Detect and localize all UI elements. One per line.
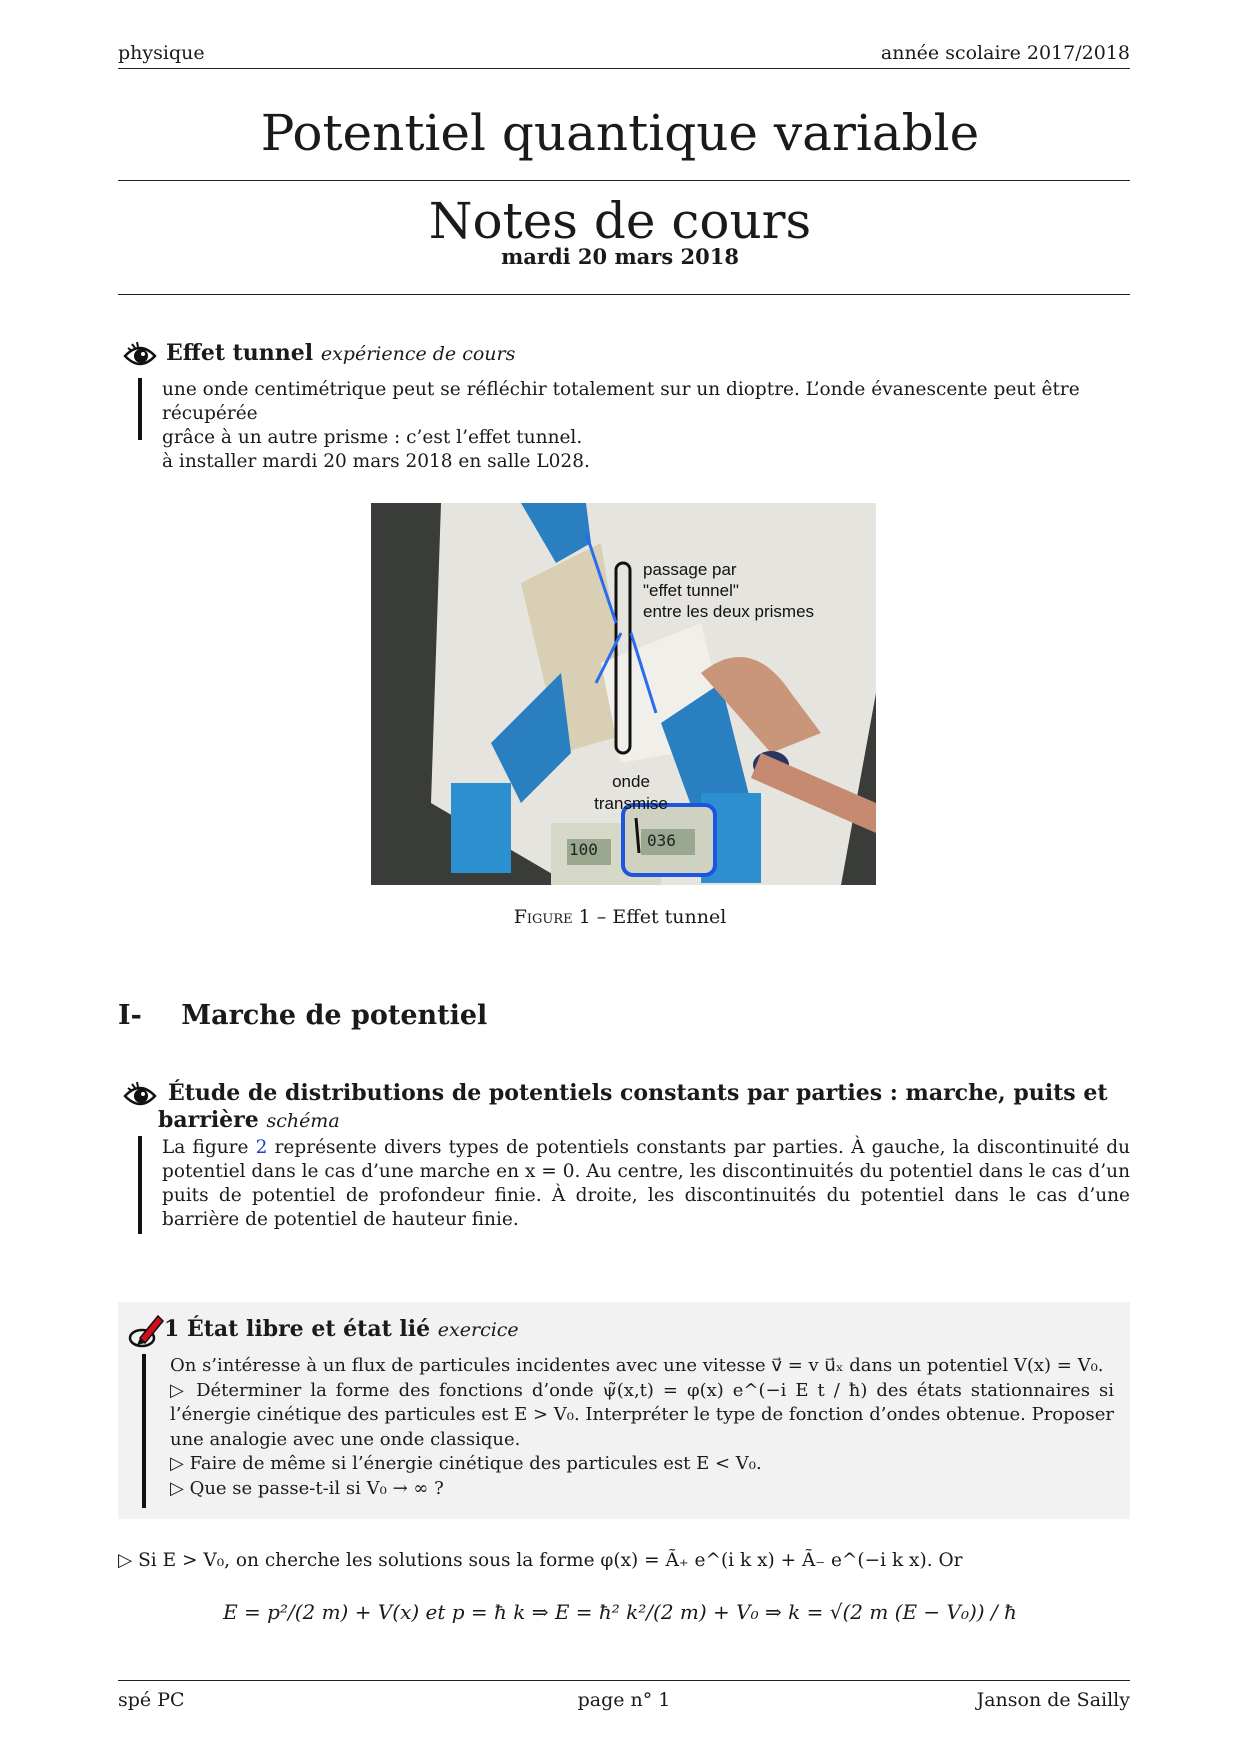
box1-bar — [138, 378, 142, 440]
figure-caption — [0, 906, 1240, 928]
figure-photo — [371, 503, 876, 885]
box1-line: grâce à un autre prisme : c’est l’effet tunnel. — [162, 427, 583, 448]
footer-center: page n° 1 — [577, 1689, 671, 1711]
footer-right: Janson de Sailly — [976, 1689, 1130, 1711]
box2-title-line2: barrière — [158, 1107, 259, 1133]
box1-tag: expérience de cours — [320, 343, 516, 365]
document-date: mardi 20 mars 2018 — [501, 244, 739, 269]
exercise-number: 1 — [164, 1316, 180, 1342]
header-right: année scolaire 2017/2018 — [880, 42, 1130, 64]
title-rule — [118, 180, 1130, 181]
running-footer — [118, 1680, 1130, 1711]
figure-label-pass — [643, 559, 814, 622]
box2-bar — [138, 1136, 142, 1234]
document-title: Potentiel quantique variable — [260, 104, 980, 162]
solution-equation: E = p²/(2 m) + V(x) et p = ħ k ⇒ E = ħ² k²/(2 m) + V₀ ⇒ k = √(2 m (E − V₀)) / ħ — [223, 1600, 1017, 1624]
pencil-icon — [126, 1312, 164, 1350]
exercise-line: ▷ Que se passe-t-il si V₀ → ∞ ? — [170, 1477, 444, 1499]
exercise-title — [164, 1316, 519, 1342]
exercise-line: On s’intéresse à un flux de particules incidentes avec une vitesse v⃗ = v u⃗ₓ dans un potentiel V(x) = V₀. — [170, 1355, 1104, 1376]
date-rule — [118, 294, 1130, 295]
exercise-body — [170, 1354, 1114, 1501]
box2-text-start: La figure — [162, 1137, 256, 1158]
box2-body — [162, 1136, 1130, 1232]
eye-icon — [122, 338, 158, 374]
box2-text-end: représente divers types de potentiels constants par parties. À gauche, la discontinuité du potentiel dans le cas d’une marche en x = 0. Au centre, les discontinuités du potentiel dans le cas d’un puits de potentiel de profondeur finie. À droite, les discontinuités du potentiel dans le cas d’une barrière de potentiel de hauteur finie. — [162, 1137, 1131, 1230]
meter-right: 036 — [647, 831, 676, 850]
box1-body — [162, 378, 1132, 474]
figure-label: passage par — [643, 560, 737, 579]
solution-line: ▷ Si E > V₀, on cherche les solutions sous la forme φ(x) = Ã₊ e^(i k x) + Ã₋ e^(−i k x). Or — [118, 1550, 963, 1571]
figure-ref-link[interactable]: 2 — [255, 1137, 268, 1158]
meter-left: 100 — [569, 840, 598, 859]
exercise-bar — [142, 1354, 146, 1508]
box1-heading: Effet tunnel — [166, 340, 314, 366]
header-left: physique — [118, 42, 205, 64]
box1-line: à installer mardi 20 mars 2018 en salle L028. — [162, 451, 590, 472]
figure-label: "effet tunnel" — [643, 581, 739, 600]
box2-tag: schéma — [266, 1110, 340, 1132]
figure-label-onde — [571, 771, 691, 815]
figure-label: entre les deux prismes — [643, 602, 815, 621]
section-number: I- — [118, 1000, 142, 1031]
eye-icon — [122, 1078, 158, 1114]
caption-text: – Effet tunnel — [590, 906, 727, 928]
figure-label: onde — [612, 772, 650, 791]
section-heading — [118, 1000, 487, 1031]
running-header — [118, 40, 1130, 69]
box1-line: une onde centimétrique peut se réfléchir totalement sur un dioptre. L’onde évanescente peut être récupérée — [162, 379, 1080, 424]
box2-title — [158, 1080, 1130, 1135]
exercise-line: ▷ Faire de même si l’énergie cinétique des particules est E < V₀. — [170, 1453, 762, 1474]
exercise-tag: exercice — [437, 1319, 519, 1341]
figure-label: transmise — [594, 794, 668, 813]
exercise-line: ▷ Déterminer la forme des fonctions d’onde ψ̃(x,t) = φ(x) e^(−i E t / ħ) des états stationnaires si l’énergie cinétique des particules est E > V₀. Interpréter le type de fonction d’ondes obtenue. Proposer une analogie avec une onde classique. — [170, 1379, 1114, 1450]
document-subtitle: Notes de cours — [428, 192, 812, 250]
footer-left: spé PC — [118, 1689, 185, 1711]
box2-title-line1: Étude de distributions de potentiels constants par parties : marche, puits et — [168, 1080, 1108, 1106]
section-title: Marche de potentiel — [181, 1000, 488, 1031]
box1-title — [166, 340, 515, 366]
exercise-heading: État libre et état lié — [186, 1316, 431, 1342]
caption-prefix: Figure 1 — [513, 906, 591, 928]
